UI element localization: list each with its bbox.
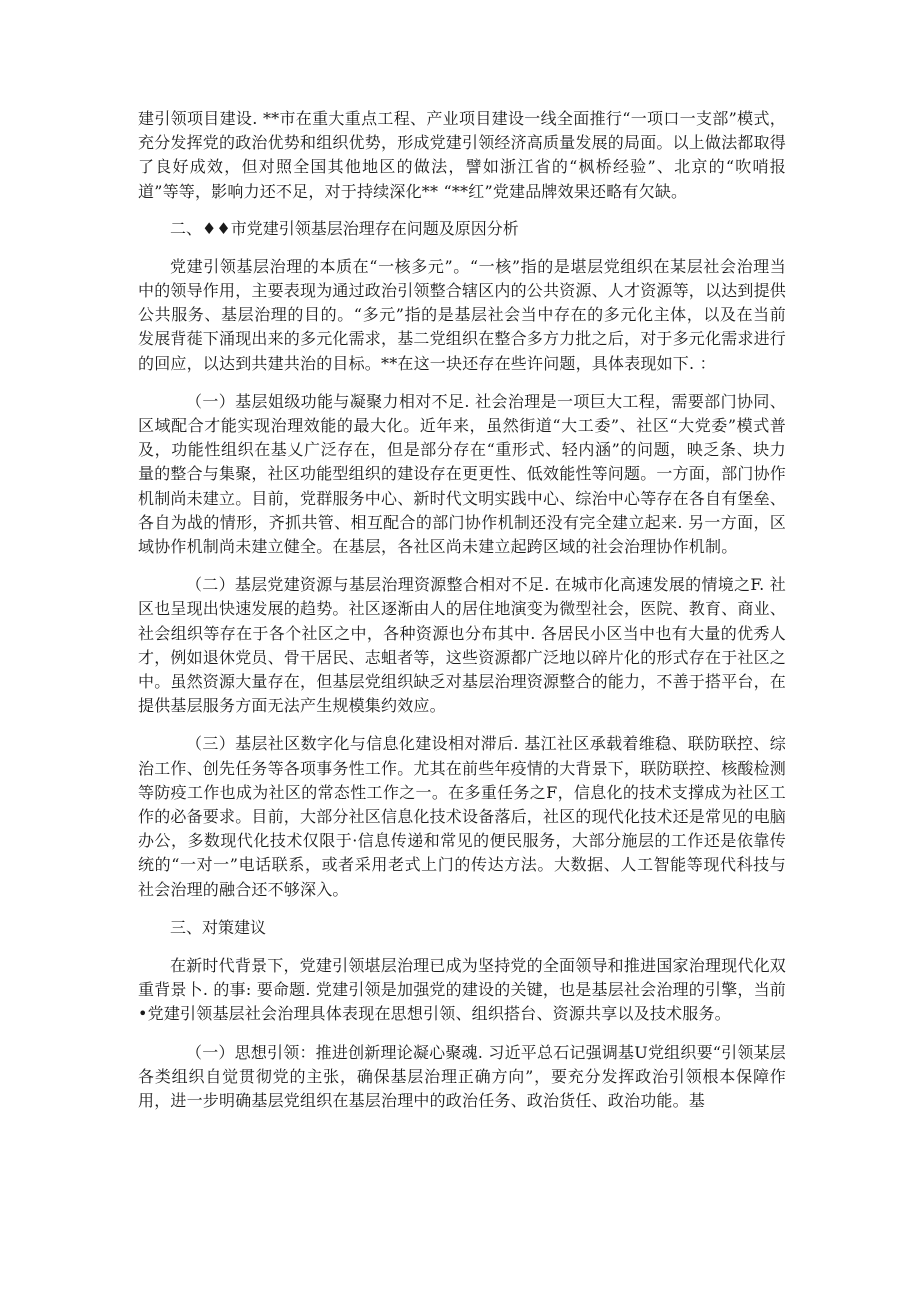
- section-heading-2: 二、♦♦市党建引领基层治理存在问题及原因分析: [170, 218, 519, 238]
- paragraph-3-1: 在新时代背景下，党建引领堪层治理已成为坚持党的全面领导和推进国家治理现代化双重背景卜. 的事: 要命题. 党建引领是加强党的建设的关键，也是基层社会治理的引擎，当前•党建引领基层社会治理具体表现在思想引领、组织搭台、资源共享以及技术服务。: [138, 955, 786, 1024]
- paragraph-2-1: 党建引领基层治理的本质在“一核多元”。“一核”指的是堪层党组织在某层社会治理当中的领导作用，主要表现为通过政治引领整合辖区内的公共资源、人才资源等，以达到提供公共服务、基层治理的目的。“多元”指的是基层社会当中存在的多元化主体，以及在当前发展背蓰下涌现出来的多元化需求，基二党组织在整合多方力批之后，对于多元化需求进行的回应，以达到共建共治的目标。**在这一块还存在些许问题，具体表现如下. ：: [138, 256, 787, 373]
- paragraph-2-4: （三）基层社区数字化与信息化建设相对滞后. 基江社区承载着维稳、联防联控、综治工作、创先任务等各项事务性工作。尤其在前些年疫情的大背景下，联防联控、核酸检测等防疫工作也成为社区的常态性工作之一。在多重任务之F，信息化的技术支撑成为社区工作的必备要求。目前，大部分社区信息化技术设备落后，社区的现代化技术还是常见的电脑办公，多数现代化技术仅限于·信息传递和常见的便民服务，大部分施层的工作还是依靠传统的“一对一”电话联系，或者采用老式上门的传达方法。大数据、人工智能等现代科技与社会治理的融合还不够深入。: [138, 734, 787, 899]
- paragraph-intro: 建引领项目建设. **市在重大重点工程、产业项目建设一线全面推行“一项口一支部”模式，充分发挥党的政治优势和组织优势，形成党建引领经济高质量发展的局面。以上做法都取得了良好成效，但对照全国其他地区的做法，譬如浙江省的“枫桥经验”、北京的“吹哨报道”等等，影响力还不足，对于持续深化** “**红”党建品牌效果还略有欠缺。: [138, 109, 787, 201]
- paragraph-2-3: （二）基层党建资源与基层治理资源整合相对不足. 在城市化高速发展的情境之F. 社区也呈现出快速发展的趋势。社区逐渐由人的居住地演变为微型社会，医院、教育、商业、社会组织等存在于各个社区之中，各种资源也分布其中. 各居民小区当中也有大量的优秀人才，例如退休党员、骨干居民、志蛆者等，这些资源都广泛地以碎片化的形式存在于社区之中。虽然资源大量存在，但基层党组织缺乏对基层治理资源整合的能力，不善于搭平台，在提供基层服务方面无法产生规模集约效应。: [138, 575, 787, 716]
- paragraph-3-2: （一）思想引领：推进创新理论凝心聚魂. 习近平总石记强调基U党组织要“引领某层各类组织自觉贯彻党的主张，确保基层治理正确方向”，要充分发挥政治引领根本保障作用，进一步明确基层党组织在基层治理中的政治任务、政治货任、政治功能。基: [138, 1042, 786, 1110]
- paragraph-2-2: （一）基层姐级功能与凝聚力相对不足. 社会治理是一项巨大工程，需要部门协同、区域配合才能实现治理效能的最大化。近年来，虽然街道“大工委”、社区“大党委”模式普及，功能性组织在基乂广泛存在，但是部分存在“重形式、轻内涵”的问题，映乏条、块力量的整合与集聚，社区功能型组织的建设存在更更性、低效能性等问题。一方面，部门协作机制尚未建立。目前，党群服务中心、新时代文明实践中心、综治中心等存在各自有堡垒、各自为战的情形，齐抓共管、相互配合的部门协作机制还没有完全建立起来. 另一方面，区域协作机制尚未建立健全。在基层，各社区尚未建立起跨区域的社会治理协作机制。: [138, 391, 787, 557]
- section-heading-3: 三、对策建议: [170, 917, 267, 937]
- document-page: [138, 107, 786, 1113]
